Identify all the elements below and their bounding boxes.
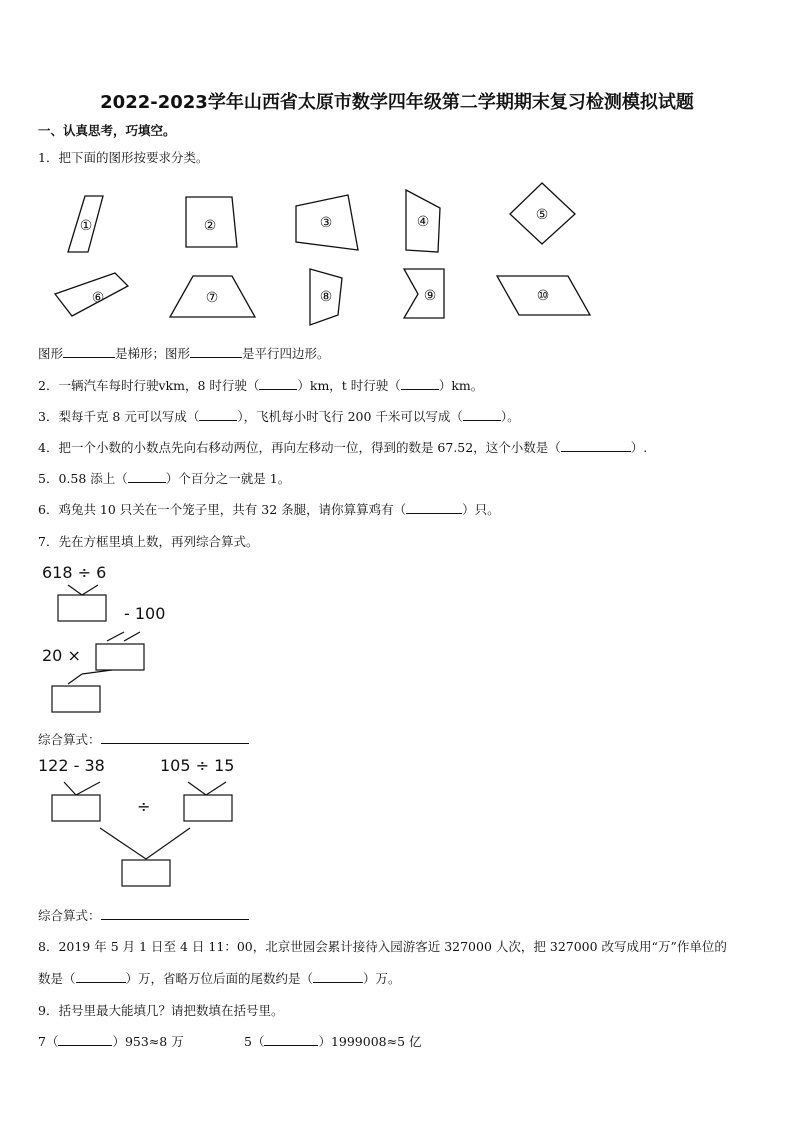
tree2-divide-sign: ÷: [137, 797, 151, 816]
question-9: 9．括号里最大能填几？请把数填在括号里。: [38, 1003, 284, 1018]
page-title: 2022-2023学年山西省太原市数学四年级第二学期期末复习检测模拟试题: [100, 92, 694, 113]
shape-9: [404, 269, 444, 318]
answer-box: [52, 795, 100, 821]
formula-blank[interactable]: [101, 731, 249, 744]
answer-box: [52, 686, 100, 712]
svg-text:①: ①: [79, 218, 93, 234]
answer-box: [58, 595, 106, 621]
svg-text:④: ④: [416, 214, 430, 230]
question-3: 3．梨每千克 8 元可以写成（ ），飞机每小时飞行 200 千米可以写成（ ）。: [38, 409, 520, 424]
tree1-top-expression: 618 ÷ 6: [42, 563, 107, 582]
answer-blank[interactable]: [190, 345, 242, 358]
tree2-left-expression: 122 - 38: [38, 756, 105, 775]
formula-line-2: 综合算式：: [38, 906, 249, 924]
svg-text:③: ③: [319, 215, 333, 231]
question-5: 5．0.58 添上（ ）个百分之一就是 1。: [38, 471, 291, 486]
shape-3: [296, 195, 358, 250]
answer-blank[interactable]: [406, 501, 462, 514]
question-8-line-2: 数是（ ）万，省略万位后面的尾数约是（ ）万。: [38, 971, 401, 986]
answer-box: [122, 860, 170, 886]
answer-blank[interactable]: [401, 377, 439, 390]
answer-blank[interactable]: [259, 377, 297, 390]
q1-answer-line: 图形 是梯形；图形 是平行四边形。: [38, 346, 330, 361]
svg-text:⑤: ⑤: [535, 207, 549, 223]
answer-blank[interactable]: [199, 408, 237, 421]
svg-text:⑧: ⑧: [319, 289, 333, 305]
svg-text:②: ②: [203, 218, 217, 234]
answer-box: [184, 795, 232, 821]
question-8-line-1: 8．2019 年 5 月 1 日至 4 日 11：00，北京世园会累计接待入园游客近 327000 人次，把 327000 改写成用“万”作单位的: [38, 939, 727, 954]
answer-blank[interactable]: [58, 1033, 112, 1046]
svg-text:⑨: ⑨: [423, 288, 437, 304]
answer-blank[interactable]: [63, 345, 115, 358]
shape-7: [170, 276, 255, 317]
shape-1: [68, 196, 103, 252]
question-7: 7．先在方框里填上数，再列综合算式。: [38, 534, 259, 549]
section-heading: 一、认真思考，巧填空。: [38, 123, 176, 138]
tree1-times-term: 20 ×: [42, 646, 81, 665]
answer-blank[interactable]: [463, 408, 501, 421]
shape-8: [310, 269, 342, 325]
tree2-right-expression: 105 ÷ 15: [160, 756, 235, 775]
svg-text:⑩: ⑩: [536, 288, 550, 304]
question-2: 2．一辆汽车每时行驶vkm，8 时行驶（ ）km，t 时行驶（ ）km。: [38, 378, 484, 393]
tree1-minus-term: - 100: [124, 604, 166, 623]
question-9-item-b: 5（ ）1999008≈5 亿: [244, 1034, 422, 1049]
question-9-item-a: 7（ ）953≈8 万: [38, 1034, 184, 1049]
formula-line-1: 综合算式：: [38, 730, 249, 748]
answer-blank[interactable]: [76, 970, 126, 983]
shape-5: [510, 183, 575, 244]
shape-4: [406, 190, 440, 252]
answer-blank[interactable]: [561, 439, 631, 452]
answer-blank[interactable]: [264, 1033, 318, 1046]
answer-blank[interactable]: [313, 970, 363, 983]
svg-text:⑥: ⑥: [91, 290, 105, 306]
shape-2: [186, 197, 237, 247]
shape-6: [55, 273, 128, 316]
shapes-figure: [0, 180, 794, 360]
tree1-diagram: [0, 570, 200, 730]
answer-blank[interactable]: [128, 470, 166, 483]
shape-10: [497, 276, 590, 315]
svg-text:⑦: ⑦: [205, 290, 219, 306]
question-1: 1．把下面的图形按要求分类。: [38, 150, 209, 165]
tree2-diagram: [0, 770, 260, 910]
formula-blank[interactable]: [101, 907, 249, 920]
question-6: 6．鸡兔共 10 只关在一个笼子里，共有 32 条腿，请你算算鸡有（ ）只。: [38, 502, 500, 517]
answer-box: [96, 644, 144, 670]
question-4: 4．把一个小数的小数点先向右移动两位，再向左移动一位，得到的数是 67.52，这个小数是（ ）.: [38, 440, 648, 455]
